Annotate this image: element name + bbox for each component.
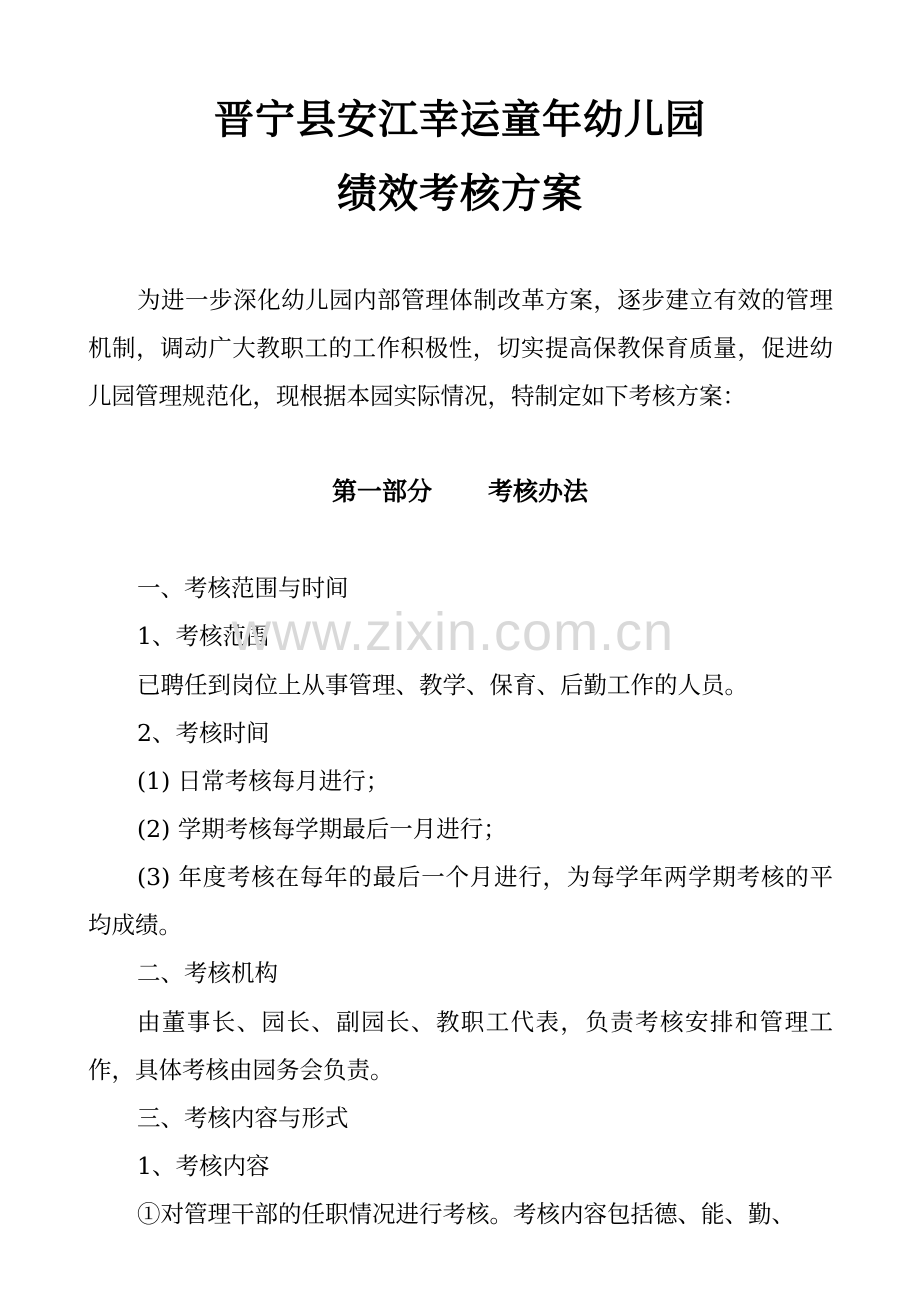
heading-org: 二、考核机构 xyxy=(137,959,278,987)
intro-paragraph: 为进一步深化幼儿园内部管理体制改革方案，逐步建立有效的管理机制，调动广大教职工的工作积极性，切实提高保教保育质量，促进幼儿园管理规范化，现根据本园实际情况，特制定如下考核方案： xyxy=(88,286,833,410)
scope-desc: 已聘任到岗位上从事管理、教学、保育、后勤工作的人员。 xyxy=(137,671,748,699)
time-item-1: (1) 日常考核每月进行； xyxy=(137,767,390,795)
doc-title-line1: 晋宁县安江幸运童年幼儿园 xyxy=(214,97,706,143)
heading-content-form: 三、考核内容与形式 xyxy=(137,1104,349,1132)
section-part: 第一部分 xyxy=(331,477,432,506)
heading-time: 2、考核时间 xyxy=(137,719,270,747)
time-item-3: (3) 年度考核在每年的最后一个月进行，为每学年两学期考核的平均成绩。 xyxy=(88,863,833,939)
heading-content: 1、考核内容 xyxy=(137,1152,270,1180)
doc-title-line2: 绩效考核方案 xyxy=(337,171,583,217)
section-name: 考核办法 xyxy=(488,477,589,506)
section-heading xyxy=(0,468,920,516)
org-desc: 由董事长、园长、副园长、教职工代表，负责考核安排和管理工作，具体考核由园务会负责。 xyxy=(88,1008,833,1084)
time-item-2: (2) 学期考核每学期最后一月进行； xyxy=(137,815,507,843)
heading-scope: 1、考核范围 xyxy=(137,622,270,650)
cadre-desc: ①对管理干部的任职情况进行考核。考核内容包括德、能、勤、 xyxy=(137,1200,795,1228)
watermark: www.zixin.com.cn xyxy=(232,602,675,662)
heading-scope-time: 一、考核范围与时间 xyxy=(137,574,349,602)
